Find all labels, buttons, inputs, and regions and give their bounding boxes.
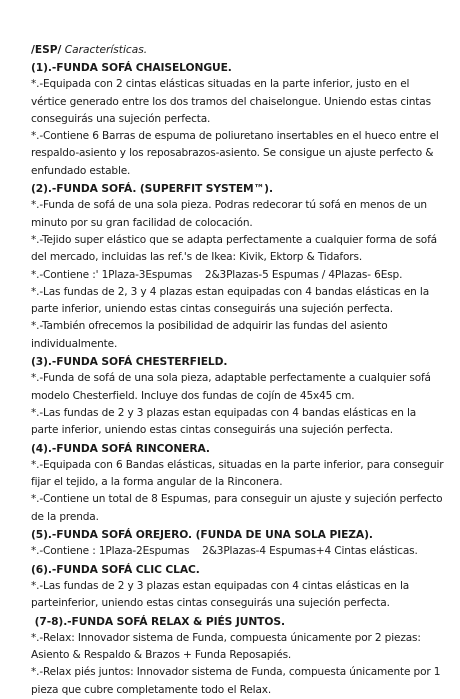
section-paragraph: *.-Contiene : 1Plaza-2Espumas 2&3Plazas-4 Espumas+4 Cintas elásticas. [31, 545, 418, 558]
section-heading: (4).-FUNDA SOFÁ RINCONERA. [31, 441, 210, 455]
document-header [31, 42, 446, 59]
section-paragraph: *.-Las fundas de 2 y 3 plazas estan equipadas con 4 bandas elásticas en la parte inferior, uniendo estas cintas conseguirás una sujeción perfecta. [31, 406, 417, 437]
section-paragraph: *.-Relax: Innovador sistema de Funda, compuesta únicamente por 2 piezas: Asiento & Respaldo & Brazos + Funda Reposapiés. [31, 631, 421, 662]
section-clic-clac [31, 561, 446, 613]
document-title: Características. [64, 44, 148, 56]
section-paragraph: *.-Equipada con 2 cintas elásticas situadas en la parte inferior, justo en el vértice generado entre los dos tramos del chaiselongue. Uniendo estas cintas conseguirás una sujeción perfecta. [31, 78, 431, 125]
language-tag: /ESP/ [31, 44, 62, 56]
section-paragraph: *.-Contiene un total de 8 Espumas, para conseguir un ajuste y sujeción perfecto de la prenda. [31, 493, 443, 523]
section-paragraph: *.-Contiene 6 Barras de espuma de poliuretano insertables en el hueco entre el respaldo-asiento y los reposabrazos-asiento. Se consigue un ajuste perfecto & enfundado estable. [31, 130, 439, 177]
section-heading: (1).-FUNDA SOFÁ CHAISELONGUE. [31, 61, 232, 74]
section-chesterfield [31, 353, 446, 439]
section-heading: (3).-FUNDA SOFÁ CHESTERFIELD. [31, 355, 228, 369]
section-paragraph: *.-Funda de sofá de una sola pieza, adaptable perfectamente a cualquier sofá modelo Chesterfield. Incluye dos fundas de cojín de 45x45 cm. [31, 372, 431, 402]
section-paragraph: *.-Las fundas de 2 y 3 plazas estan equipadas con 4 cintas elásticas en la parteinferior, uniendo estas cintas conseguirás una sujeción perfecta. [31, 579, 410, 610]
section-heading: (2).-FUNDA SOFÁ. (SUPERFIT SYSTEM™). [31, 182, 273, 196]
section-paragraph: *.-Equipada con 6 Bandas elásticas, situadas en la parte inferior, para conseguir fijar el tejido, a la forma angular de la Rinconera. [31, 458, 444, 489]
section-heading: (7-8).-FUNDA SOFÁ RELAX & PIÉS JUNTOS. [31, 614, 285, 628]
section-paragraph: *.-Tejido super elástico que se adapta perfectamente a cualquier forma de sofá del mercado, incluidas las ref.'s de Ikea: Kivik, Ektorp & Tidafors. [31, 233, 437, 264]
section-relax [31, 613, 446, 699]
section-orejero [31, 526, 446, 561]
section-paragraph: *.-También ofrecemos la posibilidad de adquirir las fundas del asiento individualmente. [31, 320, 388, 350]
section-chaiselongue [31, 59, 446, 180]
section-paragraph: *.-Funda de sofá de una sola pieza. Podras redecorar tú sofá en menos de un minuto por su gran facilidad de colocación. [31, 199, 427, 229]
section-paragraph: *.-Relax piés juntos: Innovador sistema de Funda, compuesta únicamente por 1 pieza que cubre completamente todo el Relax. [31, 666, 441, 696]
section-heading: (6).-FUNDA SOFÁ CLIC CLAC. [31, 562, 200, 576]
section-paragraph: *.-Las fundas de 2, 3 y 4 plazas estan equipadas con 4 bandas elásticas en la parte inferior, uniendo estas cintas conseguirás una sujeción perfecta. [31, 285, 430, 316]
section-heading: (5).-FUNDA SOFÁ OREJERO. (FUNDA DE UNA SOLA PIEZA). [31, 528, 373, 542]
section-paragraph: *.-Contiene :' 1Plaza-3Espumas 2&3Plazas-5 Espumas / 4Plazas- 6Esp. [31, 268, 403, 281]
section-superfit [31, 180, 446, 353]
section-rinconera [31, 440, 446, 526]
